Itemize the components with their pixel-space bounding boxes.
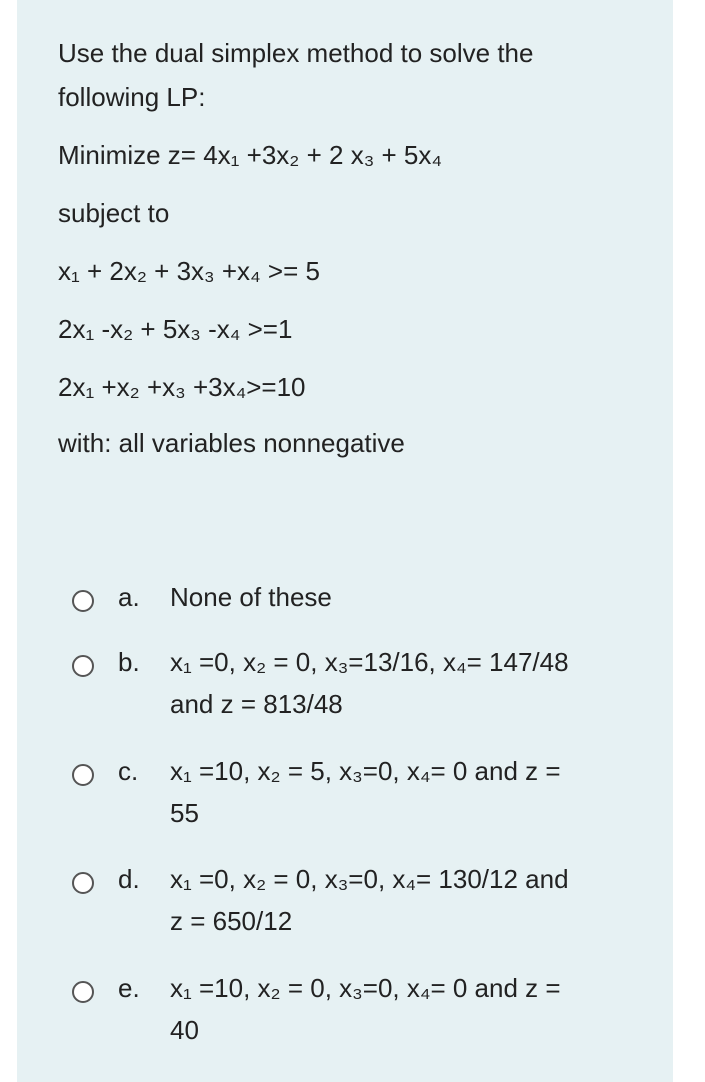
radio-button-b[interactable] xyxy=(72,655,94,677)
question-intro-line2: following LP: xyxy=(58,82,206,112)
nonnegativity-statement: with: all variables nonnegative xyxy=(58,428,405,458)
radio-button-d[interactable] xyxy=(72,872,94,894)
option-letter-d: d. xyxy=(118,864,140,894)
option-text-c-line1: x₁ =10, x₂ = 5, x₃=0, x₄= 0 and z = xyxy=(170,756,561,786)
constraint-3: 2x₁ +x₂ +x₃ +3x₄>=10 xyxy=(58,372,306,402)
radio-button-a[interactable] xyxy=(72,590,94,612)
option-text-c-line2: 55 xyxy=(170,798,199,828)
objective-function: Minimize z= 4x₁ +3x₂ + 2 x₃ + 5x₄ xyxy=(58,140,442,170)
radio-button-e[interactable] xyxy=(72,981,94,1003)
option-text-e-line2: 40 xyxy=(170,1015,199,1045)
option-text-a-line1: None of these xyxy=(170,582,332,612)
option-letter-c: c. xyxy=(118,756,139,786)
constraint-1: x₁ + 2x₂ + 3x₃ +x₄ >= 5 xyxy=(58,256,320,286)
option-text-b-line2: and z = 813/48 xyxy=(170,689,343,719)
option-text-d-line2: z = 650/12 xyxy=(170,906,293,936)
radio-button-c[interactable] xyxy=(72,764,94,786)
option-text-b-line1: x₁ =0, x₂ = 0, x₃=13/16, x₄= 147/48 xyxy=(170,647,569,677)
option-letter-e: e. xyxy=(118,973,140,1003)
option-letter-a: a. xyxy=(118,582,140,612)
question-intro-line1: Use the dual simplex method to solve the xyxy=(58,38,534,68)
option-letter-b: b. xyxy=(118,647,140,677)
constraint-2: 2x₁ -x₂ + 5x₃ -x₄ >=1 xyxy=(58,314,293,344)
subject-to-label: subject to xyxy=(58,198,170,228)
option-text-e-line1: x₁ =10, x₂ = 0, x₃=0, x₄= 0 and z = xyxy=(170,973,561,1003)
option-text-d-line1: x₁ =0, x₂ = 0, x₃=0, x₄= 130/12 and xyxy=(170,864,569,894)
